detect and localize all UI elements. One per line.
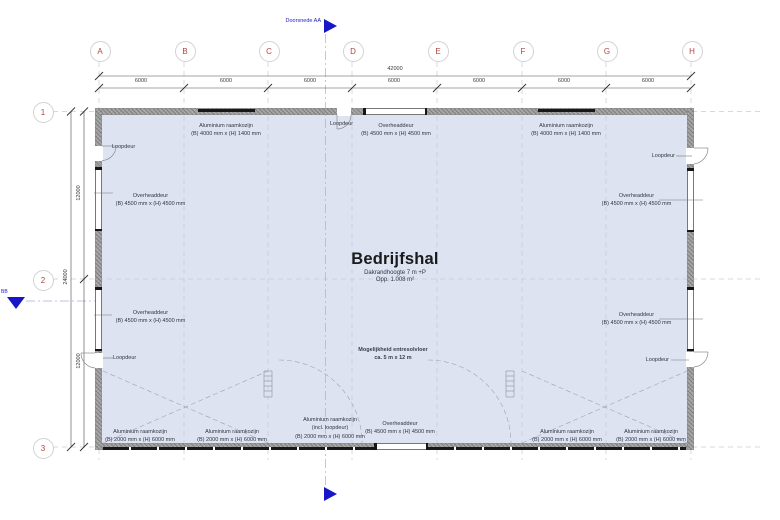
label-line: Overheaddeur [378,123,414,129]
grid-bubble-c [259,41,280,62]
label-loopdeur-left-bottom: Loopdeur [113,355,137,361]
grid-label-a: A [97,46,103,56]
grid-bubble-a [90,41,111,62]
label-line: (B) 2000 mm x (H) 6000 mm [532,437,602,444]
label-line: (B) 2000 mm x (H) 6000 mm [105,437,175,444]
label-line: Aluminium raamkozijn [199,123,253,129]
label-window-bottom-1 [90,428,190,445]
dim-bay-5: 6000 [472,78,486,84]
label-line: Overheaddeur [618,312,655,318]
hall-title-block [320,250,470,283]
door-swings [81,115,708,368]
grid-bubble-b [175,41,196,62]
grid-label-1: 1 [40,108,46,117]
label-line: Mogelijkheid entresolvloer [358,347,428,353]
label-line: Overheaddeur [132,193,169,199]
label-line: (B) 4500 mm x (H) 4500 mm [601,201,672,208]
grid-bubble-3 [33,438,54,459]
grid-label-g: G [603,46,611,56]
label-overheaddeur-bottom [350,420,450,437]
grid-bubble-1 [33,102,54,123]
grid-bubble-e [428,41,449,62]
label-window-bottom-2 [182,428,282,445]
section-arrow-aa-bottom [324,487,337,501]
label-line: (B) 4500 mm x (H) 4500 mm [601,320,672,327]
label-line: (B) 4500 mm x (H) 4500 mm [115,201,186,208]
label-line: Aluminium raamkozijn [303,417,357,423]
grid-bubble-g [597,41,618,62]
label-line: Aluminium raamkozijn [540,429,594,435]
label-line: (incl. loopdeur) [311,425,349,432]
hall-area: Opp. 1.008 m² [375,277,415,283]
label-overheaddeur-left-top [103,192,198,209]
section-label-aa: Doorsnede AA [285,18,321,24]
label-overheaddeur-top-wall [346,122,446,139]
hall-roof-height: Dakrandhoogte 7 m +P [364,270,426,276]
label-line: (B) 2000 mm x (H) 6000 mm [616,437,686,444]
label-line: Aluminium raamkozijn [205,429,259,435]
label-overheaddeur-right-top [589,192,684,209]
dim-total-width: 42000 [387,66,403,72]
grid-label-3: 3 [40,443,46,453]
label-line: Aluminium raamkozijn [624,429,678,435]
label-line: Overheaddeur [132,310,169,316]
dim-bay-2: 6000 [219,78,233,84]
grid-bubble-d [343,41,364,62]
grid-bubble-h [682,41,703,62]
label-loopdeur-right-bottom: Loopdeur [645,357,669,363]
label-line: (B) 4500 mm x (H) 4500 mm [365,429,435,436]
label-entresol [343,346,443,363]
label-line: (B) 4500 mm x (H) 4500 mm [361,131,431,138]
grid-label-h: H [689,46,695,56]
grid-label-e: E [435,46,441,56]
hall-title: Bedrijfshal [351,250,439,268]
grid-label-d: D [350,46,356,56]
grid-bubble-f [513,41,534,62]
section-arrow-aa-top [324,19,337,33]
dim-bay-6: 6000 [557,78,571,84]
grid-label-c: C [266,46,272,56]
dim-total-depth: 24000 [63,269,69,285]
label-loopdeur-top-wall: Loopdeur [329,121,354,127]
label-line: Overheaddeur [618,193,655,199]
label-window-top-left [176,122,276,139]
dim-row-depth-1: 12000 [76,185,82,201]
dim-bay-3: 6000 [303,78,317,84]
dim-bay-1: 6000 [134,78,148,84]
label-window-top-right [516,122,616,139]
dim-bay-7: 6000 [641,78,655,84]
label-loopdeur-left-top: Loopdeur [112,144,136,150]
label-overheaddeur-left-bottom [103,309,198,326]
label-line: (B) 4000 mm x (H) 1400 mm [531,131,601,138]
label-line: (B) 2000 mm x (H) 6000 mm [197,437,267,444]
label-line: Aluminium raamkozijn [113,429,167,435]
section-arrow-bb-left [7,297,25,309]
label-overheaddeur-right-bottom [589,311,684,328]
grid-label-f: F [520,46,526,56]
dim-bay-4: 6000 [387,78,401,84]
label-window-bottom-5 [601,428,701,445]
grid-label-2: 2 [40,275,46,285]
label-line: (B) 4000 mm x (H) 1400 mm [191,131,261,138]
section-label-bb: BB [1,289,8,295]
label-line: Aluminium raamkozijn [539,123,593,129]
label-loopdeur-right-top: Loopdeur [651,153,675,159]
label-line: (B) 4500 mm x (H) 4500 mm [115,318,186,325]
grid-bubble-2 [33,270,54,291]
dim-row-depth-2: 12000 [76,353,82,369]
label-line: Overheaddeur [382,421,418,427]
grid-label-b: B [182,46,188,56]
label-line: ca. 5 m x 12 m [374,355,412,362]
label-line: (B) 2000 mm x (H) 6000 mm [295,433,365,440]
